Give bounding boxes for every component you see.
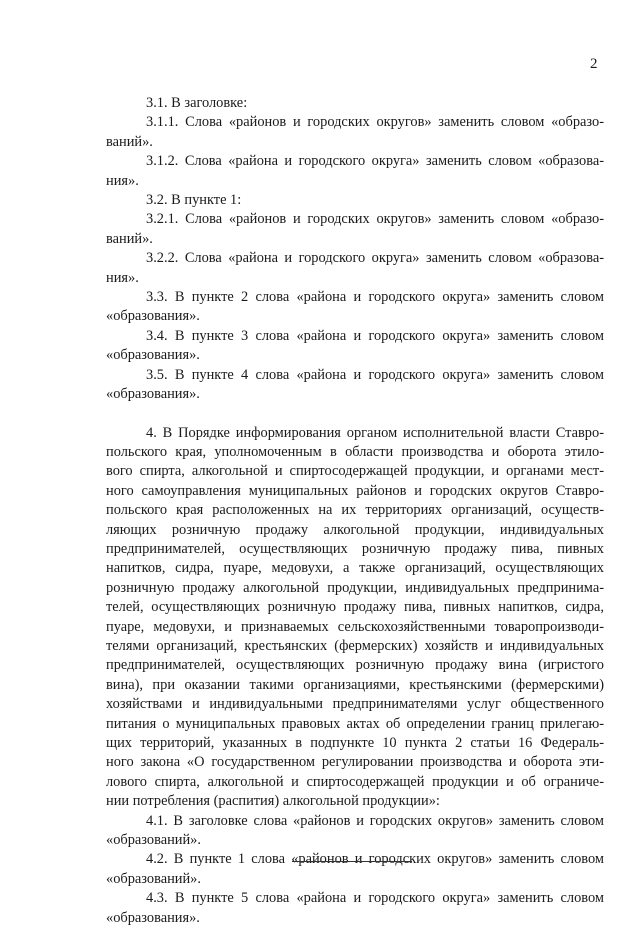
closing-rule	[292, 861, 412, 862]
text-line: польского края расположенных на их территориях организаций, осуществ-	[106, 502, 604, 519]
paragraph	[106, 210, 604, 249]
paragraph	[106, 191, 604, 210]
text-line: питания о муниципальных правовых актах об определении границ прилегаю-	[106, 715, 604, 732]
text-line: 3.1.1. Слова «районов и городских округов» заменить словом «образо-	[146, 114, 604, 131]
text-line: предпринимателей, осуществляющих розничную продажу вина (игристого	[106, 657, 604, 674]
text-line: 4.2. В пункте 1 слова «районов и городских округов» заменить словом	[146, 851, 604, 868]
text-line: «образования».	[106, 909, 200, 926]
text-line: 3.2. В пункте 1:	[146, 192, 242, 209]
paragraph	[106, 424, 604, 812]
text-line: вина), при оказании такими организациями, крестьянскими (фермерскими)	[106, 676, 604, 693]
paragraph	[106, 366, 604, 405]
text-line: хозяйствами и индивидуальными предпринимателями услуг общественного	[106, 696, 604, 713]
paragraph	[106, 327, 604, 366]
text-line: щих территорий, указанных в подпункте 10 пункта 2 статьи 16 Федераль-	[106, 735, 604, 751]
text-line: 3.1.2. Слова «района и городского округа» заменить словом «образова-	[146, 153, 604, 170]
text-line: 3.4. В пункте 3 слова «района и городского округа» заменить словом	[146, 327, 604, 344]
text-line: предпринимателей, осуществляющих розничную продажу пива, пивных	[106, 540, 604, 557]
text-line: 4.3. В пункте 5 слова «района и городского округа» заменить словом	[146, 890, 604, 907]
text-line: телями организаций, крестьянских (фермерских) хозяйств и индивидуальных	[106, 637, 604, 654]
text-line: «образований».	[106, 870, 201, 887]
text-line: ваний».	[106, 133, 153, 150]
paragraph	[106, 249, 604, 288]
document-body	[106, 94, 604, 928]
text-line: лового спирта, алкогольной и спиртосодержащей продукции и об ограниче-	[106, 773, 604, 790]
text-line: «образований».	[106, 832, 201, 849]
text-line: 4.1. В заголовке слова «районов и городских округов» заменить словом	[146, 812, 604, 829]
paragraph	[106, 94, 604, 113]
text-line: нии потребления (распития) алкогольной продукции»:	[106, 793, 440, 810]
page-number: 2	[590, 56, 598, 72]
text-line: 3.3. В пункте 2 слова «района и городского округа» заменить словом	[146, 289, 604, 306]
paragraph	[106, 152, 604, 191]
paragraph	[106, 889, 604, 928]
text-line: ния».	[106, 269, 139, 286]
text-line: ляющих розничную продажу алкогольной продукции, индивидуальных	[106, 521, 604, 538]
text-line: 3.2.1. Слова «районов и городских округов» заменить словом «образо-	[146, 211, 604, 228]
text-line: ваний».	[106, 230, 153, 247]
paragraph	[106, 812, 604, 851]
text-line: 3.2.2. Слова «района и городского округа» заменить словом «образова-	[146, 250, 604, 267]
text-line: ного закона «О государственном регулировании производства и оборота эти-	[106, 754, 604, 771]
paragraph	[106, 288, 604, 327]
text-line: вого спирта, алкогольной и спиртосодержащей продукции, и органами мест-	[106, 463, 604, 480]
text-line: телей, осуществляющих розничную продажу пива, пивных напитков, сидра,	[106, 599, 604, 616]
text-line: пуаре, медовухи, и признаваемых сельскохозяйственными товаропроизводи-	[106, 618, 604, 635]
text-line: ного самоуправления муниципальных районов и городских округов Ставро-	[106, 482, 604, 499]
text-line: «образования».	[106, 347, 200, 364]
text-line: «образования».	[106, 308, 200, 325]
text-line: «образования».	[106, 386, 200, 403]
text-line: польского края, уполномоченным в области производства и оборота этило-	[106, 443, 604, 460]
text-line: ния».	[106, 172, 139, 189]
text-line: 3.5. В пункте 4 слова «района и городского округа» заменить словом	[146, 366, 604, 383]
text-line: розничную продажу алкогольной продукции, индивидуальных предпринима-	[106, 579, 604, 596]
paragraph	[106, 113, 604, 152]
text-line: 4. В Порядке информирования органом исполнительной власти Ставро-	[146, 424, 604, 441]
paragraph	[106, 850, 604, 889]
text-line: 3.1. В заголовке:	[146, 95, 248, 111]
text-line: напитков, сидра, пуаре, медовухи, а также организаций, осуществляющих	[106, 560, 604, 577]
